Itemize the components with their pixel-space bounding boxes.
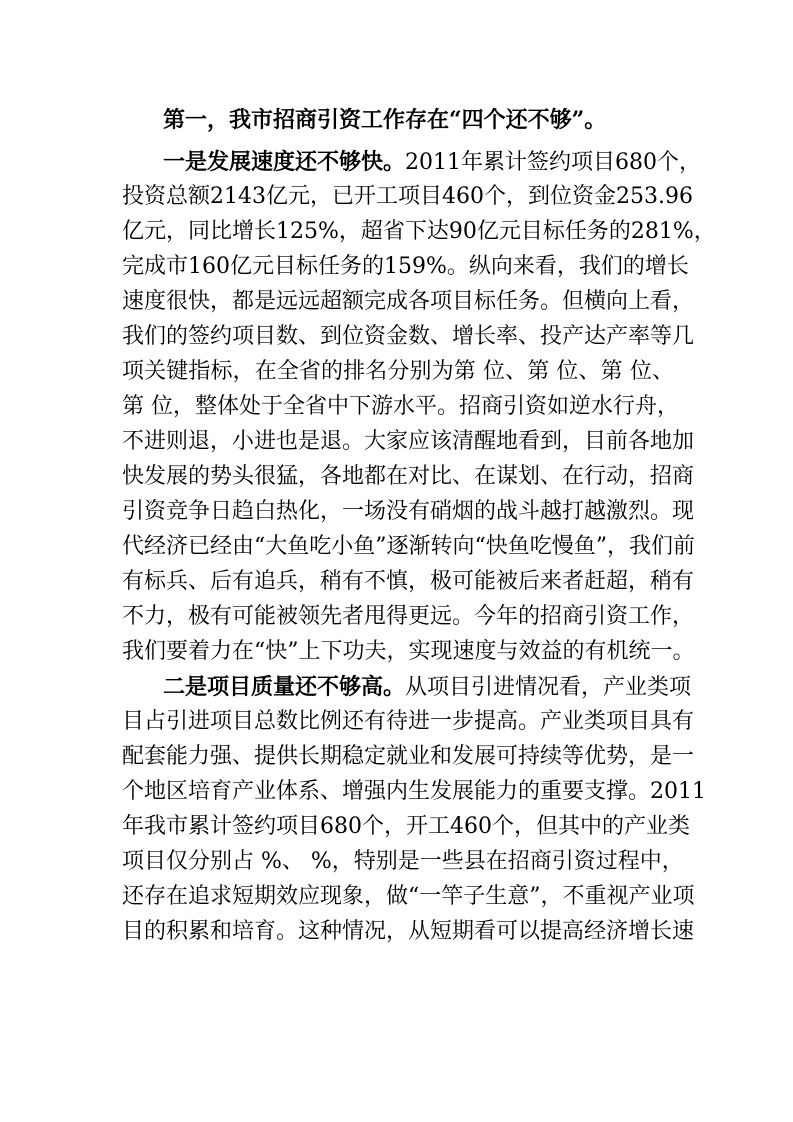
paragraph-line: 投资总额2143亿元，已开工项目460个，到位资金253.96 xyxy=(122,184,693,209)
paragraph-lead: 二是项目质量还不够高。 xyxy=(163,674,406,700)
paragraph-line: 速度很快，都是远远超额完成各项目标任务。但横向上看， xyxy=(122,289,695,314)
paragraph-line: 项目仅分别占 %、 %，特别是一些县在招商引资过程中， xyxy=(122,849,684,874)
paragraph-line: 我们要着力在“快”上下功夫，实现速度与效益的有机统一。 xyxy=(122,639,695,664)
paragraph-line xyxy=(163,671,692,704)
paragraph-line xyxy=(163,146,701,179)
paragraph-line: 代经济已经由“大鱼吃小鱼”逐渐转向“快鱼吃慢鱼”，我们前 xyxy=(122,534,695,559)
paragraph-line: 完成市160亿元目标任务的159%。纵向来看，我们的增长 xyxy=(122,254,689,279)
paragraph-line: 第 位，整体处于全省中下游水平。招商引资如逆水行舟， xyxy=(122,394,679,419)
paragraph-line: 个地区培育产业体系、增强内生发展能力的重要支撑。2011 xyxy=(122,779,706,804)
paragraph-lead: 一是发展速度还不够快。 xyxy=(163,149,406,175)
section-heading: 第一，我市招商引资工作存在“四个还不够”。 xyxy=(163,107,607,133)
paragraph-line: 我们的签约项目数、到位资金数、增长率、投产达产率等几 xyxy=(122,324,695,349)
paragraph-line: 还存在追求短期效应现象，做“一竿子生意”，不重视产业项 xyxy=(122,884,695,909)
paragraph-line: 项关键指标，在全省的排名分别为第 位、第 位、第 位、 xyxy=(122,359,674,384)
paragraph-line: 不进则退，小进也是退。大家应该清醒地看到，目前各地加 xyxy=(122,429,695,454)
paragraph-line: 有标兵、后有追兵，稍有不慎，极可能被后来者赶超，稍有 xyxy=(122,569,695,594)
paragraph-line: 目占引进项目总数比例还有待进一步提高。产业类项目具有 xyxy=(122,709,695,734)
paragraph-line: 年我市累计签约项目680个，开工460个，但其中的产业类 xyxy=(122,814,690,839)
paragraph-line: 引资竞争日趋白热化，一场没有硝烟的战斗越打越激烈。现 xyxy=(122,499,695,524)
paragraph-line: 目的积累和培育。这种情况，从短期看可以提高经济增长速 xyxy=(122,919,695,944)
paragraph-text: 从项目引进情况看，产业类项 xyxy=(405,675,692,700)
paragraph-text: 2011年累计签约项目680个， xyxy=(405,150,701,175)
paragraph-line: 不力，极有可能被领先者甩得更远。今年的招商引资工作， xyxy=(122,604,695,629)
paragraph-line: 快发展的势头很猛，各地都在对比、在谋划、在行动，招商 xyxy=(122,464,695,489)
paragraph-line: 配套能力强、提供长期稳定就业和发展可持续等优势，是一 xyxy=(122,744,695,769)
paragraph-line: 亿元，同比增长125%，超省下达90亿元目标任务的281%， xyxy=(122,219,716,244)
